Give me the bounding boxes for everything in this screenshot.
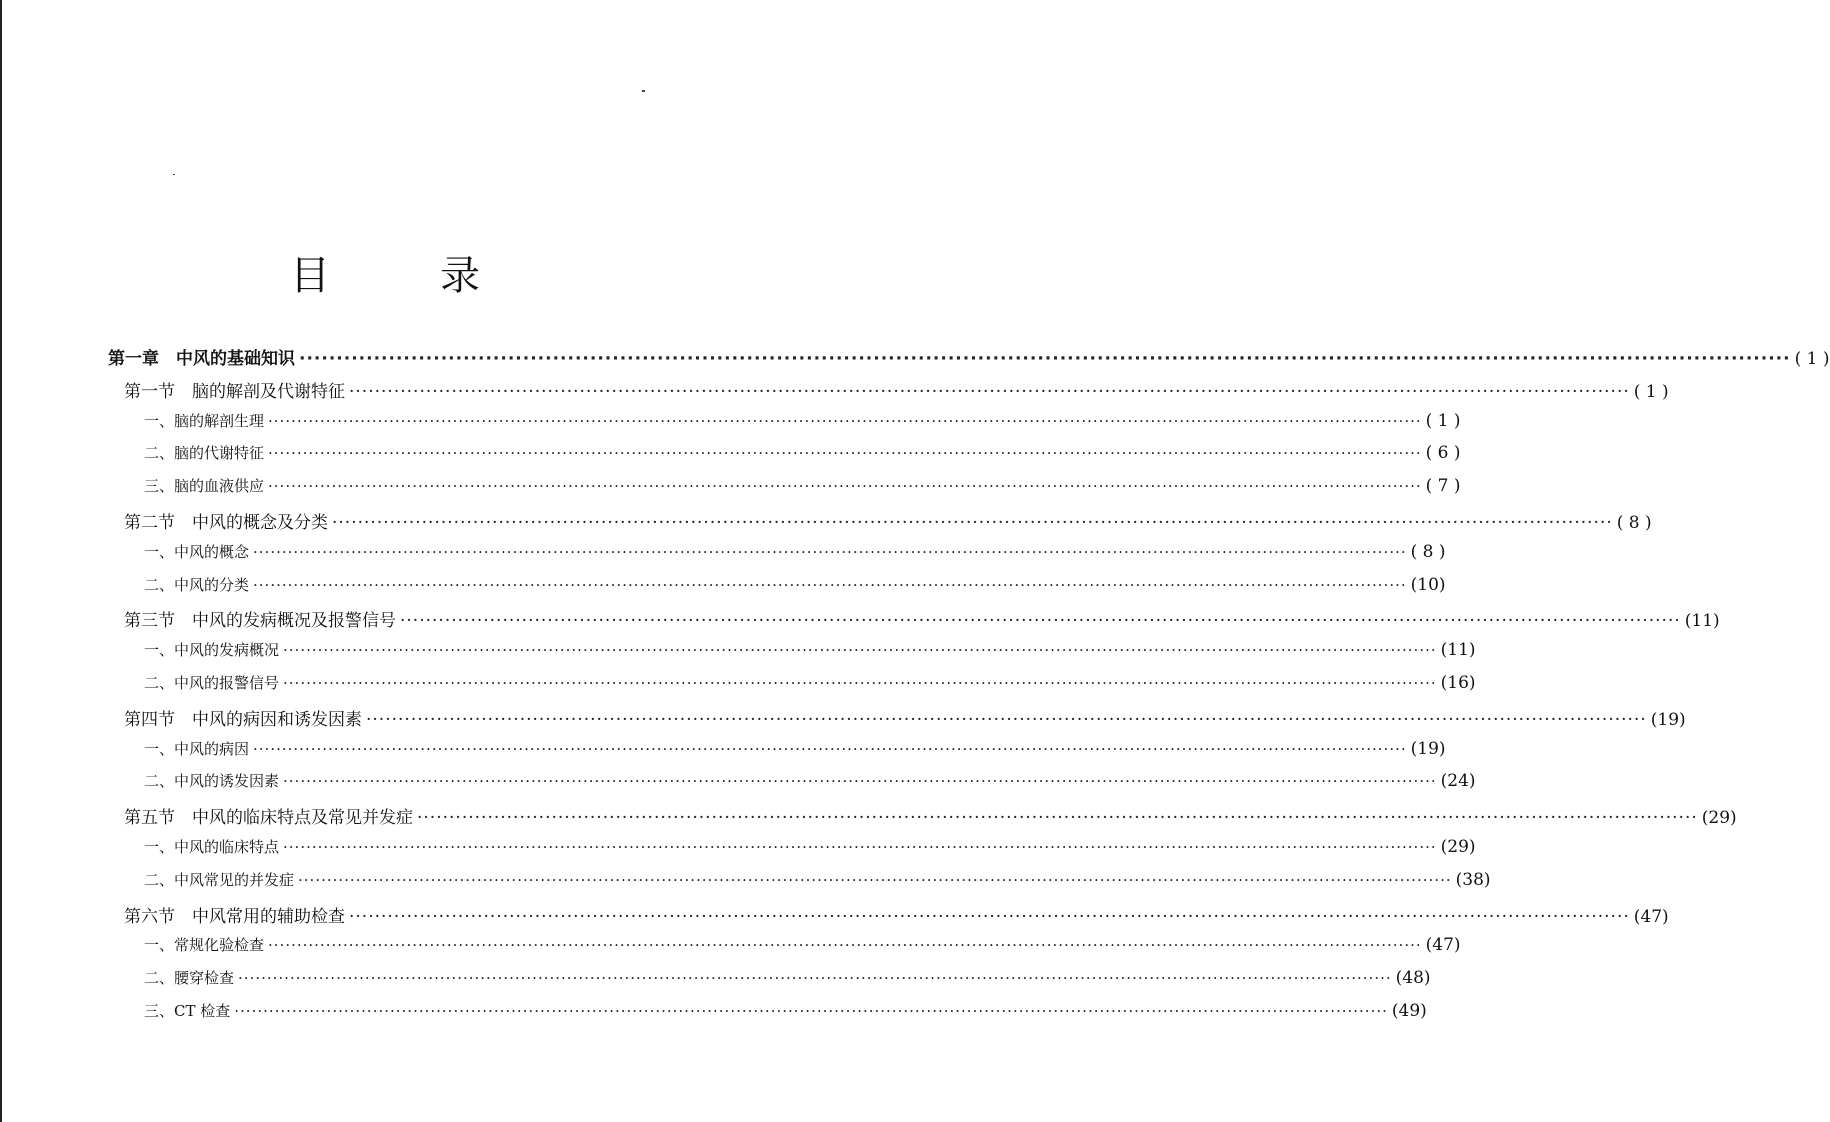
toc-entry-title: 一、中风的病因	[144, 739, 250, 758]
toc-dot-leader: ········································································································································································································	[332, 513, 1613, 533]
toc-entry[interactable]	[124, 508, 1652, 540]
toc-entry-title: 一、中风的发病概况	[144, 641, 280, 660]
toc-dot-leader: ········································································································································································································	[268, 444, 1422, 463]
toc-entry[interactable]	[124, 902, 1669, 934]
toc-entry[interactable]	[144, 770, 1476, 802]
toc-dot-leader: ········································································································································································································	[268, 936, 1422, 955]
toc-page-number: ( 8 )	[1410, 541, 1446, 562]
toc-dot-leader: ········································································································································································································	[299, 349, 1791, 369]
toc-entry[interactable]	[108, 344, 1830, 376]
toc-entry[interactable]	[144, 934, 1461, 966]
toc-page-number: (49)	[1391, 1001, 1427, 1021]
toc-page-number: ( 7 )	[1425, 476, 1461, 497]
toc-dot-leader: ········································································································································································································	[298, 870, 1452, 889]
toc-page-number: (29)	[1701, 808, 1737, 829]
scan-speck	[642, 90, 645, 92]
toc-entry-title: 二、中风常见的并发症	[144, 870, 295, 889]
toc-dot-leader: ········································································································································································································	[268, 477, 1422, 496]
toc-entry-title: 二、中风的报警信号	[144, 674, 280, 692]
toc-entry[interactable]	[144, 967, 1431, 999]
toc-dot-leader: ········································································································································································································	[253, 575, 1407, 594]
toc-page-number: (47)	[1633, 906, 1669, 927]
toc-entry-title: 第五节 中风的临床特点及常见并发症	[124, 808, 413, 829]
toc-page-number: (38)	[1455, 869, 1491, 890]
toc-entry[interactable]	[144, 639, 1476, 671]
toc-dot-leader: ········································································································································································································	[283, 772, 1437, 791]
toc-entry-title: 三、脑的血液供应	[144, 477, 265, 496]
toc-entry[interactable]	[144, 738, 1446, 770]
toc-dot-leader: ········································································································································································································	[283, 838, 1437, 856]
toc-entry-title: 第一章 中风的基础知识	[108, 349, 295, 369]
toc-entry[interactable]	[144, 410, 1461, 442]
toc-entry-title: 一、常规化验检查	[144, 936, 265, 955]
toc-entry[interactable]	[124, 705, 1686, 737]
toc-entry[interactable]	[144, 836, 1476, 868]
toc-page-number: ( 8 )	[1616, 513, 1652, 533]
toc-dot-leader: ········································································································································································································	[238, 969, 1392, 988]
toc-entry[interactable]	[144, 574, 1446, 606]
toc-entry[interactable]	[144, 475, 1461, 507]
page-title	[0, 252, 770, 300]
page-left-border	[0, 0, 2, 1122]
toc-page-number: (24)	[1440, 771, 1476, 792]
toc-page-number: (11)	[1440, 640, 1476, 661]
toc-entry[interactable]	[144, 672, 1476, 704]
toc-dot-leader: ········································································································································································································	[349, 381, 1630, 402]
scan-speck	[173, 174, 175, 175]
toc-entry-title: 二、中风的诱发因素	[144, 772, 280, 791]
toc-entry-title: 二、脑的代谢特征	[144, 444, 265, 463]
toc-entry[interactable]	[124, 606, 1720, 638]
toc-entry-title: 第四节 中风的病因和诱发因素	[124, 709, 362, 730]
toc-dot-leader: ········································································································································································································	[400, 611, 1681, 632]
toc-page-number: (19)	[1410, 738, 1446, 759]
toc-entry[interactable]	[124, 803, 1737, 835]
toc-entry[interactable]	[124, 377, 1669, 409]
toc-entry-title: 第六节 中风常用的辅助检查	[124, 906, 345, 927]
toc-entry-title: 第三节 中风的发病概况及报警信号	[124, 611, 396, 632]
toc-entry-title: 三、CT 检查	[144, 1002, 231, 1020]
toc-page-number: ( 6 )	[1425, 443, 1461, 464]
toc-dot-leader: ········································································································································································································	[253, 739, 1407, 758]
toc-dot-leader: ········································································································································································································	[253, 542, 1407, 561]
toc-dot-leader: ········································································································································································································	[366, 709, 1647, 730]
toc-entry-title: 一、中风的临床特点	[144, 838, 280, 856]
toc-page-number: ( 1 )	[1425, 410, 1461, 431]
toc-page-number: (47)	[1425, 935, 1461, 956]
toc-entry[interactable]	[144, 869, 1491, 901]
toc-page-number: (48)	[1395, 968, 1431, 989]
toc-entry-title: 二、中风的分类	[144, 575, 250, 594]
toc-entry-title: 第一节 脑的解剖及代谢特征	[124, 381, 345, 402]
toc-entry-title: 第二节 中风的概念及分类	[124, 513, 328, 533]
toc-page-number: (10)	[1410, 574, 1446, 595]
title-char-2: 录	[440, 253, 480, 299]
toc-dot-leader: ········································································································································································································	[417, 808, 1698, 829]
toc-dot-leader: ········································································································································································································	[234, 1002, 1388, 1020]
toc-entry-title: 二、腰穿检查	[144, 969, 235, 988]
toc-dot-leader: ········································································································································································································	[268, 411, 1422, 430]
toc-page-number: ( 1 )	[1794, 349, 1830, 369]
toc-page-number: (11)	[1684, 611, 1720, 632]
toc-dot-leader: ········································································································································································································	[349, 906, 1630, 927]
toc-entry-title: 一、中风的概念	[144, 542, 250, 561]
toc-page-number: (29)	[1440, 837, 1476, 857]
toc-dot-leader: ········································································································································································································	[283, 641, 1437, 660]
toc-entry-title: 一、脑的解剖生理	[144, 411, 265, 430]
title-char-1: 目	[290, 253, 330, 299]
toc-page-number: (19)	[1650, 709, 1686, 730]
toc-dot-leader: ········································································································································································································	[283, 674, 1437, 692]
toc-entry[interactable]	[144, 541, 1446, 573]
toc-page-number: (16)	[1440, 673, 1476, 693]
toc-entry[interactable]	[144, 1000, 1427, 1032]
toc-page-number: ( 1 )	[1633, 381, 1669, 402]
toc-entry[interactable]	[144, 442, 1461, 474]
